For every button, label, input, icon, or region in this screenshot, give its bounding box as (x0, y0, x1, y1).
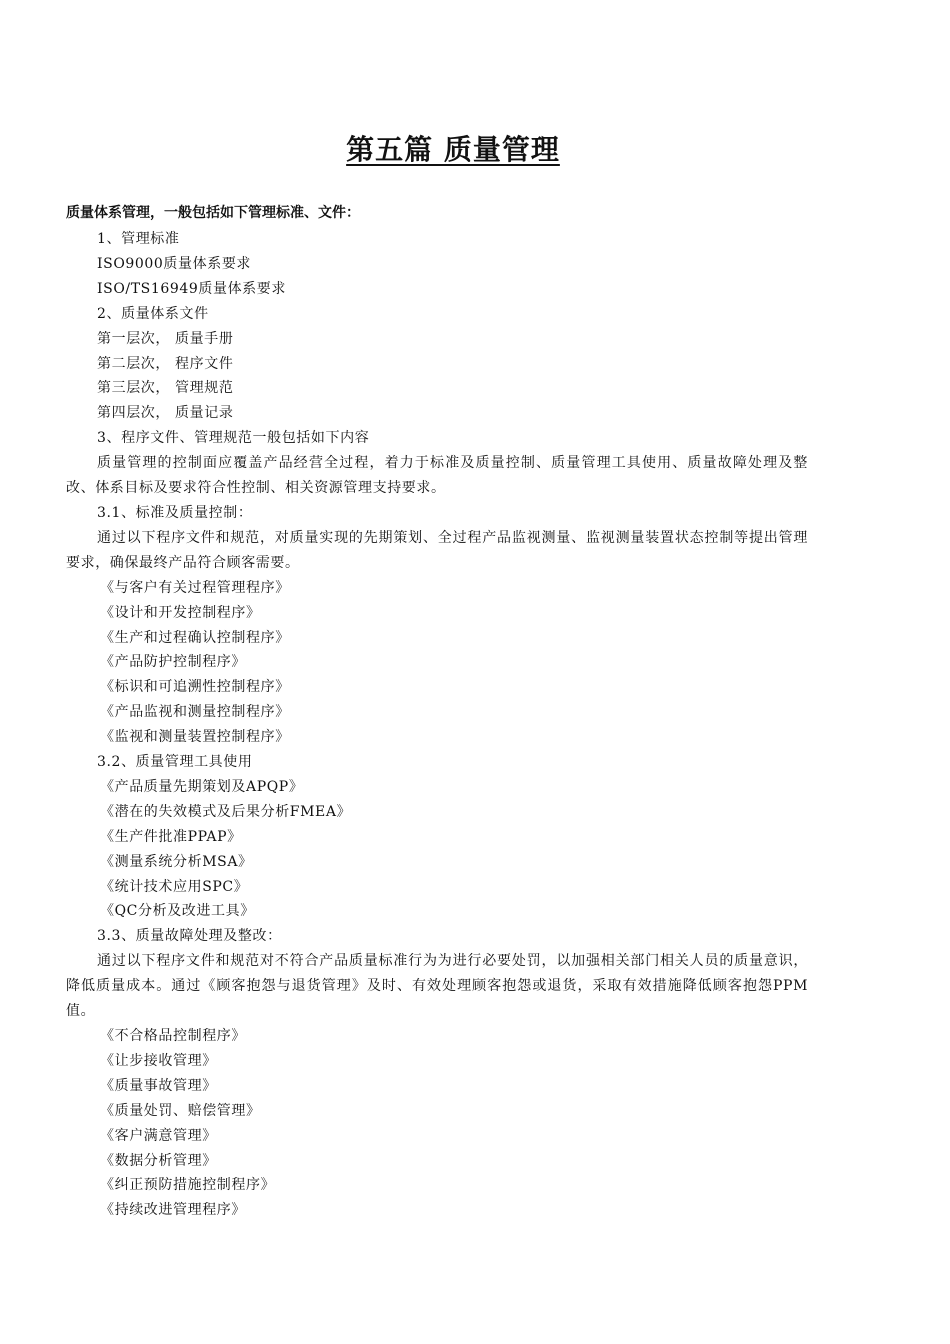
section-3-1-heading: 3.1、标准及质量控制： (97, 504, 253, 521)
section-3-heading: 3、程序文件、管理规范一般包括如下内容 (97, 430, 370, 447)
intro-heading: 质量体系管理，一般包括如下管理标准、文件： (66, 205, 360, 221)
list-item: ISO/TS16949质量体系要求 (97, 280, 286, 297)
list-item: 《潜在的失效模式及后果分析FMEA》 (100, 803, 352, 820)
list-item: 《与客户有关过程管理程序》 (100, 579, 290, 596)
list-item: 第三层次， 管理规范 (97, 380, 234, 397)
list-item: ISO9000质量体系要求 (97, 255, 252, 272)
page-title (0, 128, 906, 168)
list-item: 《QC分析及改进工具》 (100, 903, 255, 920)
list-item: 《生产和过程确认控制程序》 (100, 629, 290, 646)
list-item: 《纠正预防措施控制程序》 (100, 1177, 276, 1194)
list-item: 《产品质量先期策划及APQP》 (100, 778, 304, 795)
list-item: 《持续改进管理程序》 (100, 1202, 246, 1219)
list-item: 《产品监视和测量控制程序》 (100, 704, 290, 721)
section-3-1-paragraph: 通过以下程序文件和规范，对质量实现的先期策划、全过程产品监视测量、监视测量装置状态控制等提出管理要求，确保最终产品符合顾客需要。 (66, 529, 808, 571)
list-item: 《标识和可追溯性控制程序》 (100, 679, 290, 696)
list-item: 《不合格品控制程序》 (100, 1028, 246, 1044)
section-1-heading: 1、管理标准 (97, 231, 180, 247)
list-item: 《统计技术应用SPC》 (100, 878, 249, 895)
list-item: 《监视和测量装置控制程序》 (100, 729, 290, 746)
section-3-3-paragraph: 通过以下程序文件和规范对不符合产品质量标准行为为进行必要处罚，以加强相关部门相关人员的质量意识，降低质量成本。通过《顾客抱怨与退货管理》及时、有效处理顾客抱怨或退货，采取有效措施降低顾客抱怨PPM值。 (66, 953, 808, 1020)
list-item: 《质量处罚、赔偿管理》 (100, 1102, 261, 1119)
list-item: 第二层次， 程序文件 (97, 355, 234, 372)
list-item: 《生产件批准PPAP》 (100, 828, 242, 845)
list-item: 《产品防护控制程序》 (100, 654, 246, 671)
list-item: 《质量事故管理》 (100, 1077, 217, 1094)
list-item: 《数据分析管理》 (100, 1152, 217, 1169)
page-title-text: 第五篇 质量管理 (346, 133, 560, 166)
document-body (66, 227, 808, 1223)
section-3-2-heading: 3.2、质量管理工具使用 (97, 754, 253, 771)
section-3-paragraph: 质量管理的控制面应覆盖产品经营全过程，着力于标准及质量控制、质量管理工具使用、质量故障处理及整改、体系目标及要求符合性控制、相关资源管理支持要求。 (66, 455, 808, 497)
list-item: 《客户满意管理》 (100, 1127, 217, 1144)
list-item: 第一层次， 质量手册 (97, 330, 234, 347)
section-3-3-heading: 3.3、质量故障处理及整改： (97, 928, 282, 945)
list-item: 第四层次， 质量记录 (97, 405, 234, 422)
list-item: 《测量系统分析MSA》 (100, 853, 253, 870)
list-item: 《让步接收管理》 (100, 1052, 217, 1069)
list-item: 《设计和开发控制程序》 (100, 604, 261, 621)
section-2-heading: 2、质量体系文件 (97, 305, 209, 322)
